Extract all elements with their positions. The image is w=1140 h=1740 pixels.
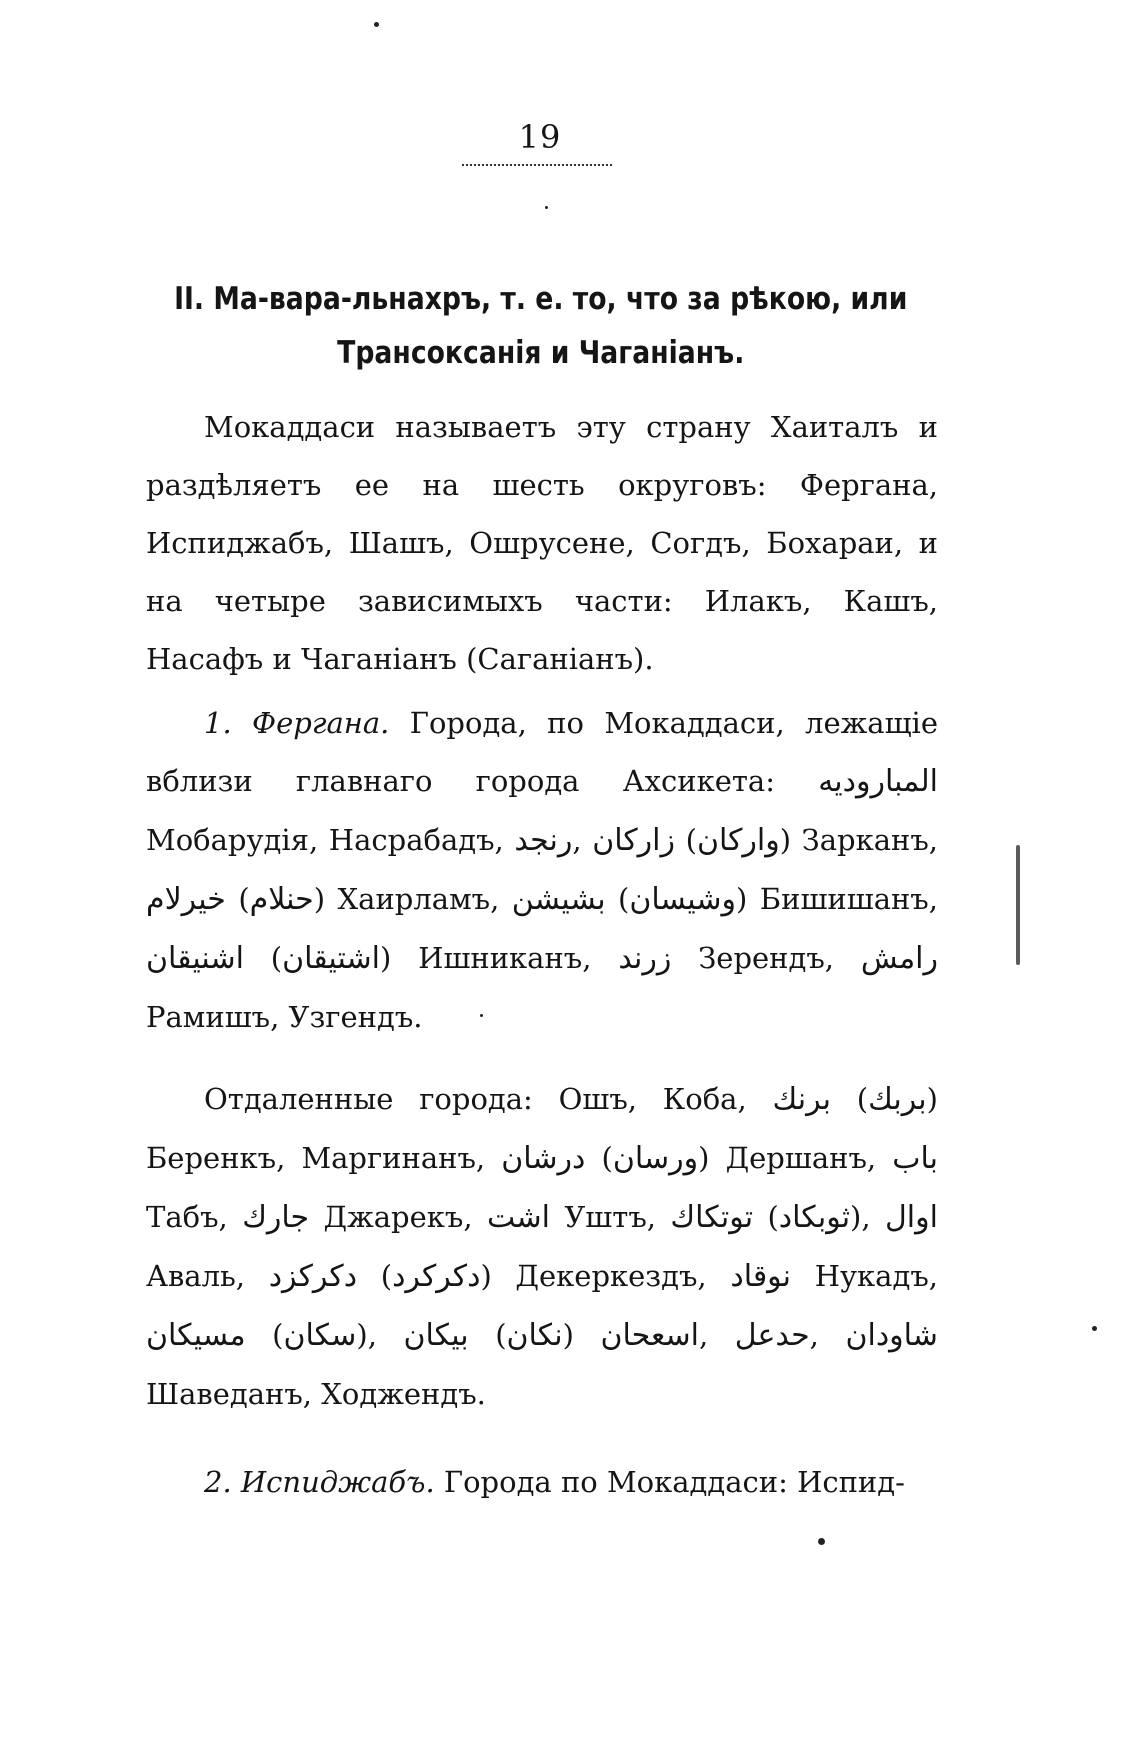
arabic-name: بشيشن (511, 882, 606, 917)
arabic-name: رنجد (514, 823, 573, 858)
text-segment: ), (850, 1200, 885, 1234)
text-segment: ) Зарканъ, (779, 823, 938, 857)
ispidjab-title: Испиджабъ. (240, 1465, 435, 1499)
text-segment: ( (753, 1200, 779, 1234)
arabic-name: زرند (618, 941, 672, 976)
ispidjab-paragraph (146, 1453, 938, 1511)
intro-text: Мокаддаси называетъ эту страну Хаиталъ и раздѣляетъ ее на шесть округовъ: Фергана, Испиджабъ, Шашъ, Ошрусене, Согдъ, Бохараи, и на четыре зависимыхъ части: Илакъ, Кашъ, Насафъ и Чаганіанъ (Саганіанъ). (146, 410, 938, 676)
text-segment: ( (831, 1082, 869, 1116)
ink-speck (480, 1014, 483, 1017)
text-segment: ( (468, 1318, 507, 1352)
text-segment: ( (605, 882, 630, 916)
arabic-name: ورسان (612, 1141, 699, 1176)
arabic-name: حنلام (249, 882, 314, 917)
arabic-name: اشنيقان (146, 941, 244, 976)
fergana-paragraph (146, 694, 938, 1046)
text-segment: Мобарудія, Насрабадъ, (146, 823, 515, 857)
text-segment: Уштъ, (549, 1200, 671, 1234)
ispidjab-number: 2. (204, 1465, 232, 1499)
text-segment: Города, по Мокаддаси, лежащіе вблизи главнаго города Ахсикета: (146, 706, 938, 798)
distant-cities-paragraph (146, 1070, 938, 1423)
arabic-name: نكان (506, 1318, 563, 1353)
text-segment: Табъ, (146, 1200, 243, 1234)
heading-line-2: Трансоксанія и Чаганіанъ. (337, 335, 745, 371)
fergana-title: Фергана. (252, 706, 390, 740)
text-segment: Зерендъ, (671, 941, 861, 975)
intro-paragraph (146, 398, 938, 688)
text-segment: Нукадъ, (791, 1259, 938, 1293)
arabic-name: اوال (885, 1200, 938, 1235)
ink-speck (545, 206, 548, 209)
text-segment: Отдаленные города: Ошъ, Коба, (204, 1082, 773, 1116)
arabic-name: دكركرد (392, 1259, 481, 1294)
arabic-name: وشيسان (629, 882, 736, 917)
ink-speck (1092, 1326, 1097, 1331)
text-segment: Аваль, (146, 1259, 269, 1293)
text-segment: , (572, 823, 593, 857)
page-number: 19 (518, 118, 562, 156)
arabic-name: برنك (772, 1082, 831, 1117)
arabic-name: زاركان (592, 823, 675, 858)
text-segment: ( (245, 1318, 284, 1352)
arabic-name: مسيكان (146, 1318, 246, 1353)
text-segment: ) Дершанъ, (698, 1141, 893, 1175)
text-segment: , (809, 1318, 846, 1352)
text-segment: Джарекъ, (309, 1200, 487, 1234)
arabic-name: سكان (283, 1318, 357, 1353)
text-segment: ) Хаирламъ, (313, 882, 512, 916)
arabic-name: المباروديه (818, 764, 938, 799)
arabic-name: بربك (868, 1082, 927, 1117)
arabic-name: دكركزد (268, 1259, 358, 1294)
text-segment: ) (562, 1318, 601, 1352)
text-segment: Шаведанъ, Ходжендъ. (146, 1377, 486, 1411)
heading-line-1: II. Ма-вара-льнахръ, т. е. то, что за рѣкою, или (174, 281, 908, 317)
text-segment: Города по Мокаддаси: Испид- (434, 1465, 905, 1499)
arabic-name: اسعحان (600, 1318, 699, 1353)
section-heading (146, 272, 935, 380)
arabic-name: ثوبكاد (778, 1200, 851, 1235)
ink-speck (374, 22, 379, 27)
text-segment: ), (356, 1318, 404, 1352)
arabic-name: باب (892, 1141, 938, 1176)
arabic-name: نوقاد (730, 1259, 792, 1294)
text-segment: ( (585, 1141, 613, 1175)
text-segment: ( (243, 941, 283, 975)
arabic-name: خيرلام (146, 882, 226, 917)
text-segment: ) Декеркездъ, (480, 1259, 731, 1293)
ink-speck (818, 1538, 825, 1545)
margin-mark (1016, 845, 1020, 965)
arabic-name: رامش (860, 941, 938, 976)
arabic-name: بيكان (403, 1318, 469, 1353)
arabic-name: اشت (487, 1200, 550, 1235)
text-segment: ) Бишишанъ, (736, 882, 938, 916)
text-segment: ) Ишниканъ, (380, 941, 619, 975)
text-segment: , (698, 1318, 735, 1352)
text-segment: ( (357, 1259, 393, 1293)
text-segment: ( (674, 823, 697, 857)
arabic-name: توتكاك (670, 1200, 754, 1235)
text-segment: ( (225, 882, 250, 916)
text-segment: Рамишъ, Узгендъ. (146, 1000, 423, 1034)
arabic-name: شاودان (845, 1318, 938, 1353)
text-segment: ) Беренкъ, Маргинанъ, (146, 1082, 938, 1175)
arabic-name: اشتيقان (282, 941, 381, 976)
arabic-name: درشان (501, 1141, 586, 1176)
arabic-name: جارك (242, 1200, 310, 1235)
page-number-ornament (462, 158, 612, 166)
fergana-number: 1. (204, 706, 232, 740)
arabic-name: واركان (696, 823, 780, 858)
arabic-name: حدعل (734, 1318, 810, 1353)
